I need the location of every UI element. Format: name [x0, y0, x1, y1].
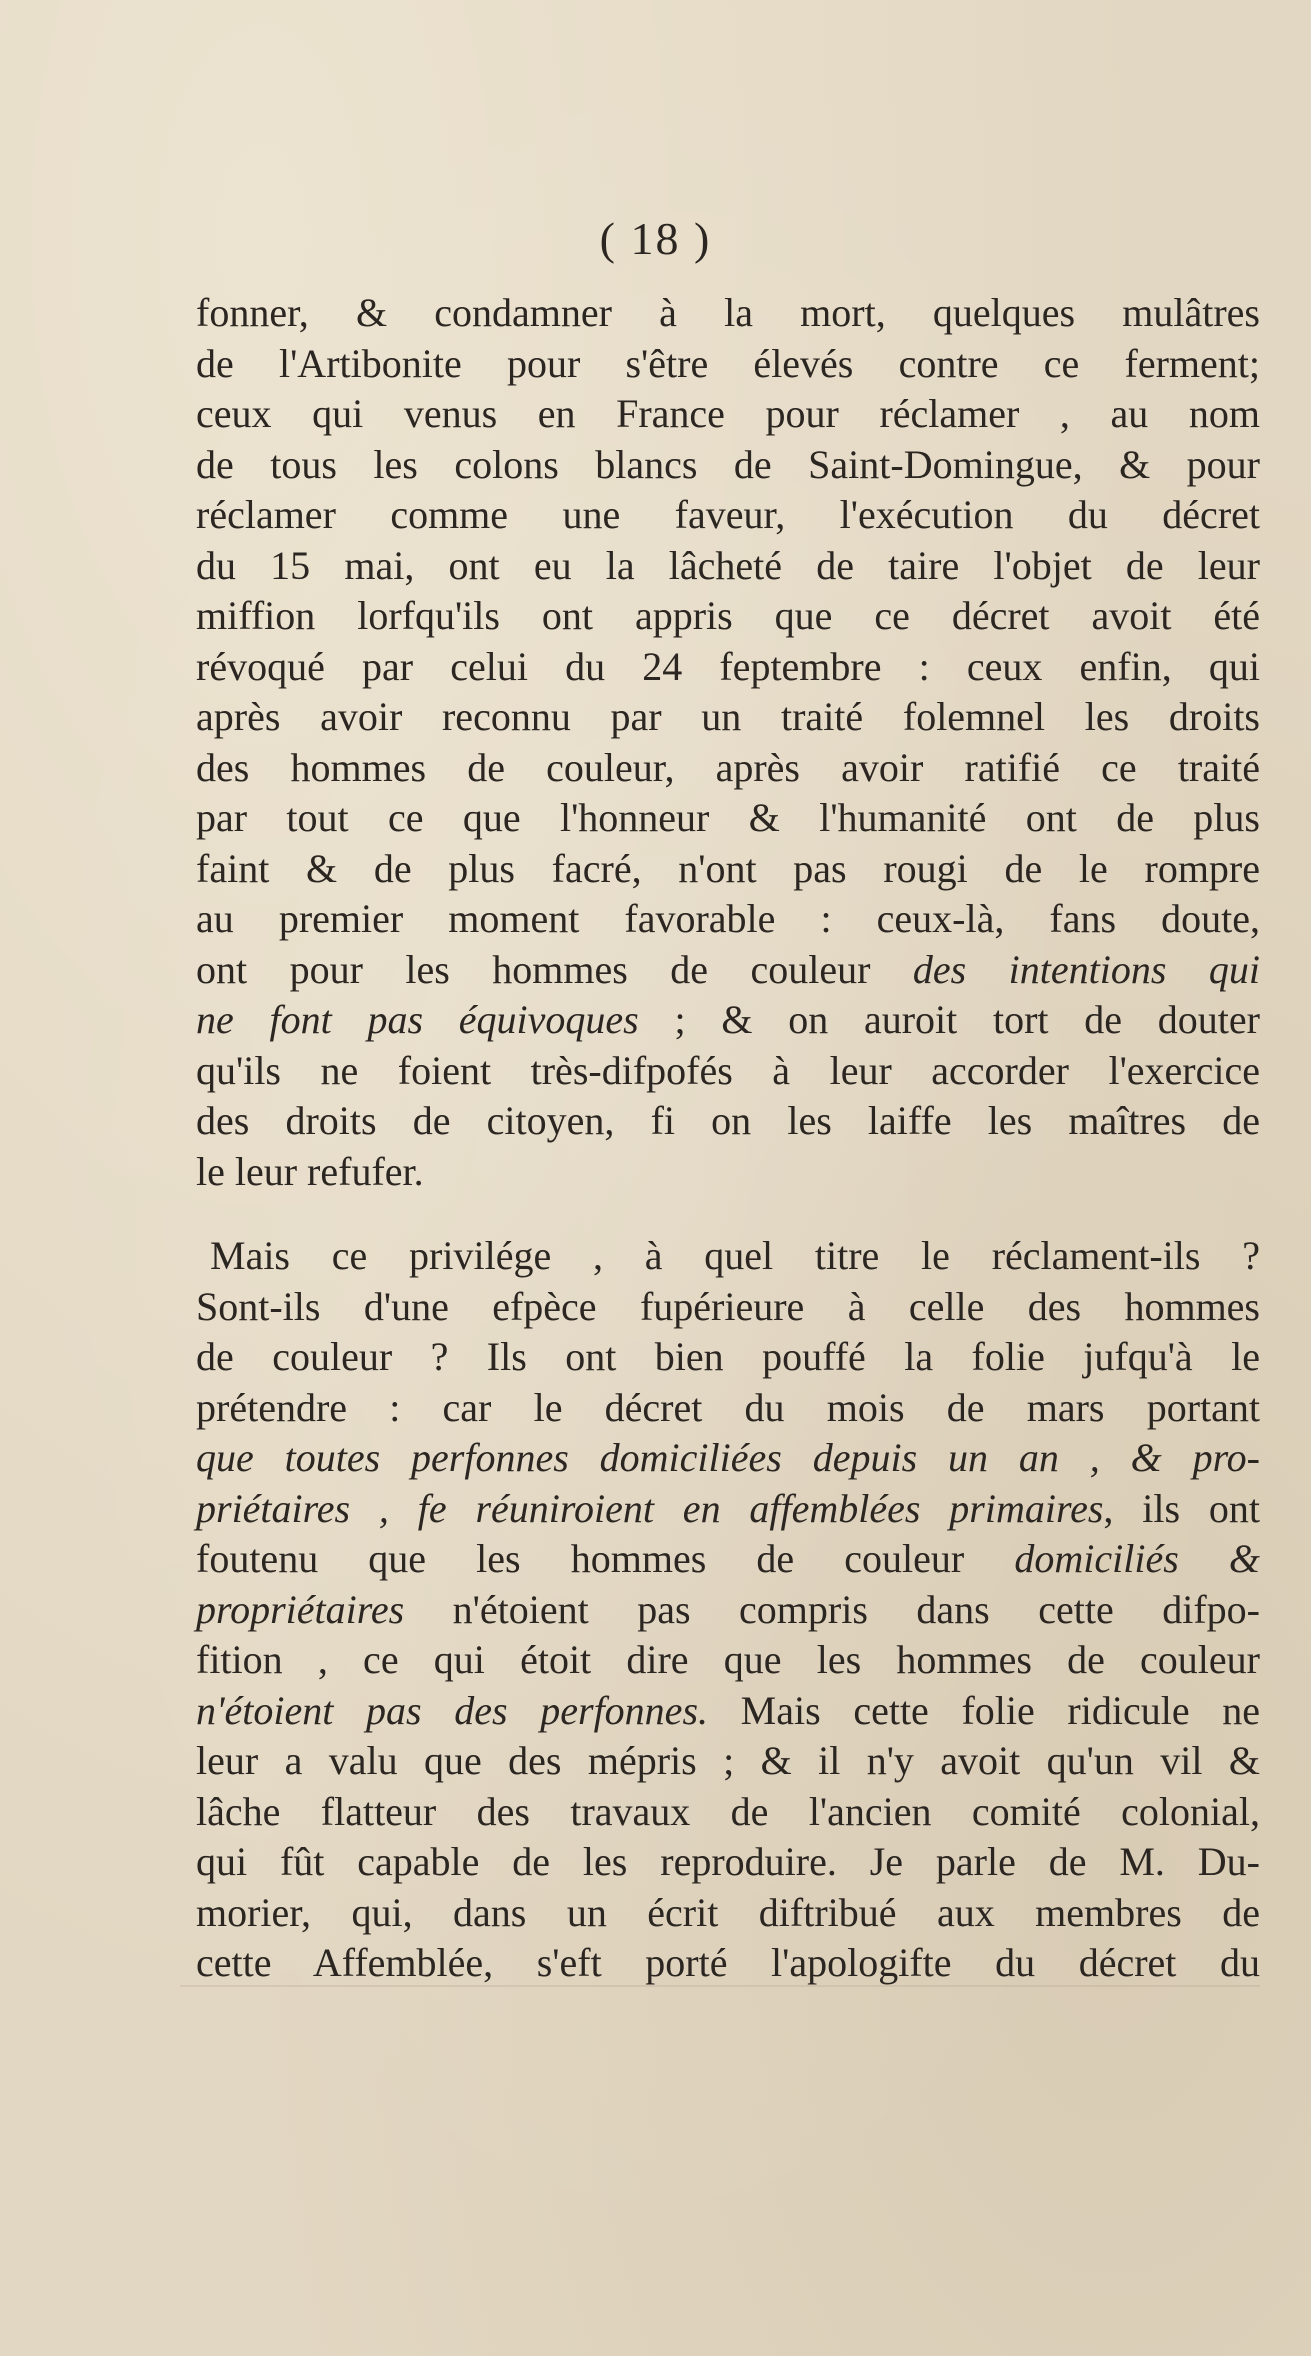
- italic-text: domiciliés &: [1014, 1536, 1260, 1581]
- text-line: réclamer comme une faveur, l'exécution du décret: [196, 492, 1260, 537]
- text-line: qui fût capable de les reproduire. Je parle de M. Du-: [196, 1839, 1260, 1884]
- text-line: leur a valu que des mépris ; & il n'y avoit qu'un vil &: [196, 1738, 1260, 1783]
- text-line: n'étoient pas des perfonnes. Mais cette folie ridicule ne: [196, 1687, 1260, 1733]
- text-line: ceux qui venus en France pour réclamer , au nom: [196, 391, 1260, 436]
- text-line: au premier moment favorable : ceux-là, fans doute,: [196, 896, 1260, 941]
- italic-text: des intentions qui: [912, 946, 1260, 992]
- italic-text: que toutes perfonnes domiciliées depuis un an , & pro-: [196, 1435, 1260, 1480]
- text-line: miffion lorfqu'ils ont appris que ce décret avoit été: [196, 593, 1260, 638]
- text-line: ne font pas équivoques ; & on auroit tort de douter: [196, 997, 1260, 1042]
- italic-text: ne font pas équivoques: [196, 997, 639, 1042]
- text-line: par tout ce que l'honneur & l'humanité ont de plus: [196, 795, 1260, 840]
- text-line: [196, 1433, 1260, 1484]
- text-line: cette Affemblée, s'eft porté l'apologifte du décret du: [196, 1940, 1260, 1985]
- text-line: lâche flatteur des travaux de l'ancien comité colonial,: [196, 1788, 1260, 1834]
- text-line: qu'ils ne foient très-difpofés à leur accorder l'exercice: [196, 1047, 1260, 1093]
- text-line: des hommes de couleur, après avoir ratifié ce traité: [196, 744, 1260, 790]
- text-line: propriétaires n'étoient pas compris dans cette difpo-: [196, 1586, 1260, 1632]
- text-line: fonner, & condamner à la mort, quelques mulâtres: [196, 290, 1260, 335]
- text-line: de l'Artibonite pour s'être élevés contre ce ferment;: [196, 340, 1260, 386]
- text-line: priétaires , fe réuniroient en affemblées primaires, ils ont: [196, 1485, 1260, 1531]
- text-line: ont pour les hommes de couleur des intentions qui: [196, 946, 1260, 992]
- text-line: de tous les colons blancs de Saint-Domingue, & pour: [196, 441, 1260, 487]
- page-number: ( 18 ): [599, 213, 712, 264]
- text-line: révoqué par celui du 24 feptembre : ceux enfin, qui: [196, 643, 1260, 689]
- text-line: Mais ce privilége , à quel titre le réclament-ils ?: [210, 1233, 1260, 1278]
- text-line: faint & de plus facré, n'ont pas rougi de le rompre: [196, 845, 1260, 891]
- text-line: le leur refufer.: [196, 1148, 424, 1194]
- bleed-through-smudge: [180, 1985, 1260, 1987]
- text-line: morier, qui, dans un écrit diftribué aux membres de: [196, 1889, 1260, 1935]
- paragraph-2: [196, 1231, 1260, 1989]
- italic-text: priétaires , fe réuniroient en affemblées primaires: [196, 1485, 1104, 1531]
- text-line: des droits de citoyen, fi on les laiffe les maîtres de: [196, 1098, 1260, 1143]
- italic-text: propriétaires: [196, 1586, 405, 1632]
- text-line: Sont-ils d'une efpèce fupérieure à celle des hommes: [196, 1283, 1260, 1329]
- paragraph-1: [196, 288, 1260, 1197]
- text-line: du 15 mai, ont eu la lâcheté de taire l'objet de leur: [196, 542, 1260, 588]
- paragraph-spacer: [196, 1197, 1260, 1231]
- text-line: prétendre : car le décret du mois de mars portant: [196, 1384, 1260, 1430]
- text-line: après avoir reconnu par un traité folemnel les droits: [196, 694, 1260, 739]
- italic-text: n'étoient pas des perfonnes.: [196, 1687, 709, 1733]
- body-text: [196, 288, 1260, 1989]
- text-line: fition , ce qui étoit dire que les hommes de couleur: [196, 1637, 1260, 1682]
- text-line: de couleur ? Ils ont bien pouffé la folie jufqu'à le: [196, 1334, 1260, 1379]
- text-line: foutenu que les hommes de couleur domiciliés &: [196, 1536, 1260, 1581]
